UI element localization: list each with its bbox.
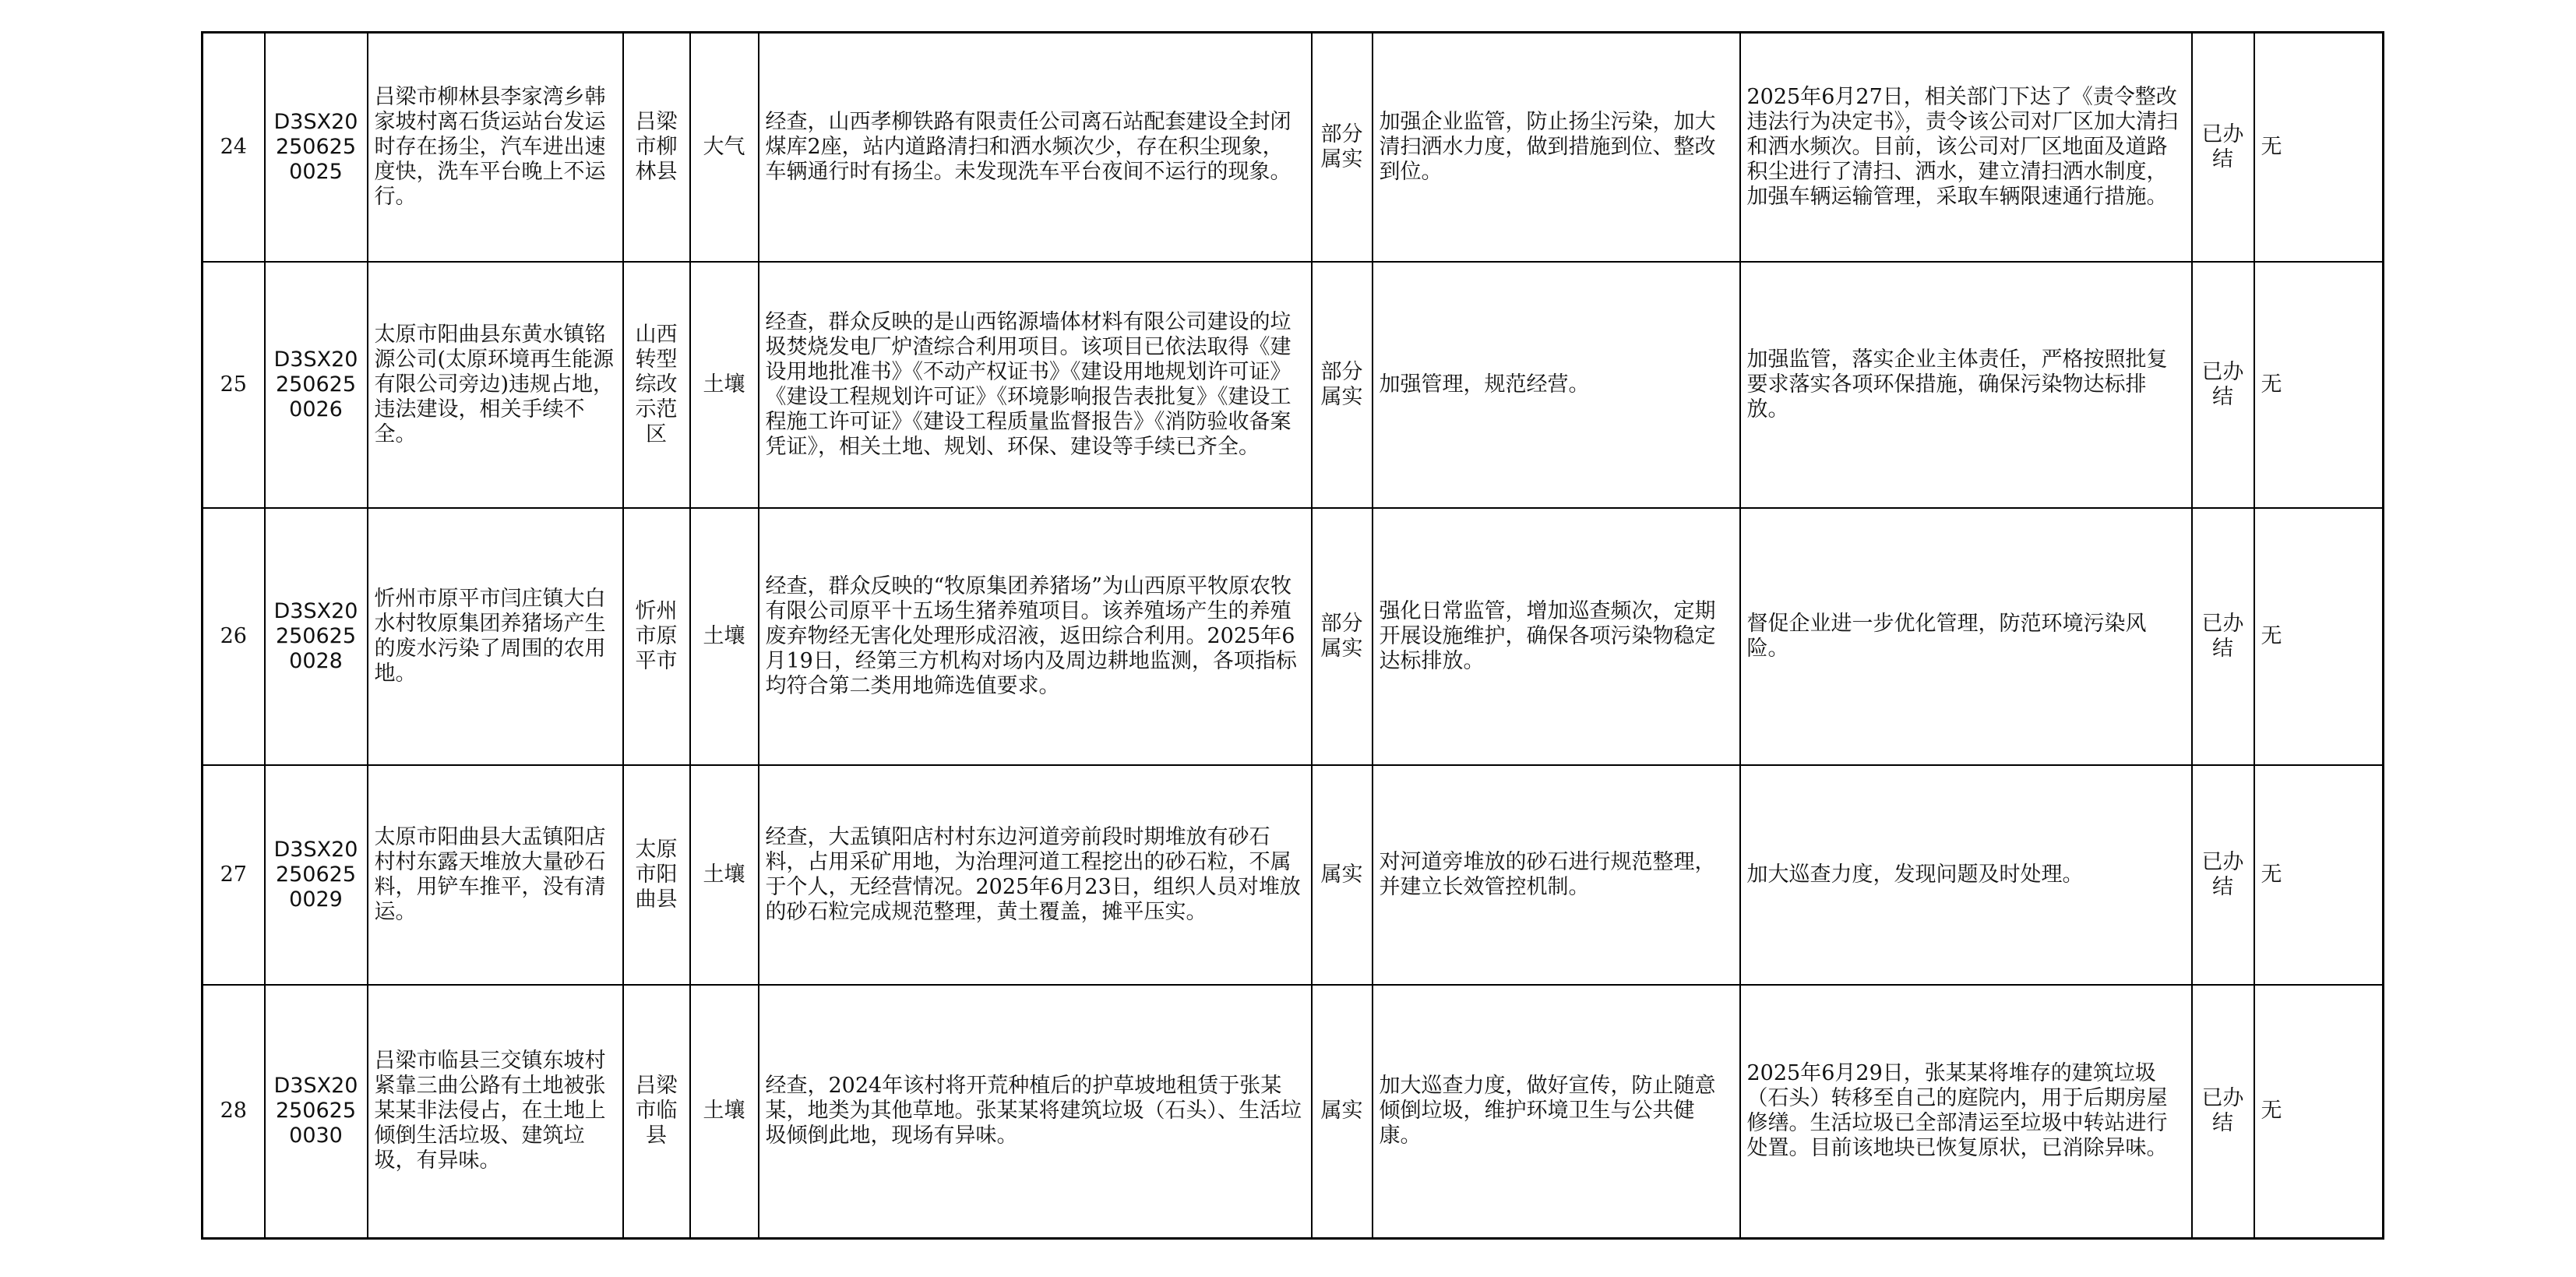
table-row: [203, 985, 2384, 1239]
handling-measures: 加强管理，规范经营。: [1373, 262, 1740, 508]
investigation-findings: 经查，群众反映的“牧原集团养猪场”为山西原平牧原农牧有限公司原平十五场生猪养殖项目。该养殖场产生的养殖废弃物经无害化处理形成沼液，返田综合利用。2025年6月19日，经第三方机构对场内及周边耕地监测，各项指标均符合第二类用地筛选值要求。: [759, 508, 1312, 765]
administrative-area: 吕梁市临县: [623, 985, 690, 1239]
table-row: [203, 765, 2384, 985]
table-row: [203, 33, 2384, 262]
rectification-result: 加大巡查力度，发现问题及时处理。: [1740, 765, 2192, 985]
case-code: D3SX202506250029: [265, 765, 368, 985]
case-number: 25: [203, 262, 265, 508]
case-code: D3SX202506250025: [265, 33, 368, 262]
case-status: 已办结: [2192, 508, 2254, 765]
administrative-area: 山西转型综改示范区: [623, 262, 690, 508]
case-remark: 无: [2254, 508, 2384, 765]
investigation-findings: 经查，大盂镇阳店村村东边河道旁前段时期堆放有砂石料，占用采矿用地，为治理河道工程挖出的砂石粒，不属于个人，无经营情况。2025年6月23日，组织人员对堆放的砂石粒完成规范整理，黄土覆盖，摊平压实。: [759, 765, 1312, 985]
verification-verdict: 部分属实: [1312, 508, 1373, 765]
administrative-area: 太原市阳曲县: [623, 765, 690, 985]
case-status: 已办结: [2192, 262, 2254, 508]
case-code: D3SX202506250030: [265, 985, 368, 1239]
handling-measures: 加强企业监管，防止扬尘污染，加大清扫洒水力度，做到措施到位、整改到位。: [1373, 33, 1740, 262]
case-number: 28: [203, 985, 265, 1239]
case-remark: 无: [2254, 33, 2384, 262]
investigation-findings: 经查，山西孝柳铁路有限责任公司离石站配套建设全封闭煤库2座，站内道路清扫和洒水频次少，存在积尘现象，车辆通行时有扬尘。未发现洗车平台夜间不运行的现象。: [759, 33, 1312, 262]
case-remark: 无: [2254, 262, 2384, 508]
investigation-findings: 经查，群众反映的是山西铭源墙体材料有限公司建设的垃圾焚烧发电厂炉渣综合利用项目。该项目已依法取得《建设用地批准书》《不动产权证书》《建设用地规划许可证》《建设工程规划许可证》《环境影响报告表批复》《建设工程施工许可证》《建设工程质量监督报告》《消防验收备案凭证》，相关土地、规划、环保、建设等手续已齐全。: [759, 262, 1312, 508]
administrative-area: 忻州市原平市: [623, 508, 690, 765]
complaint-content: 吕梁市柳林县李家湾乡韩家坡村离石货运站台发运时存在扬尘，汽车进出速度快，洗车平台晚上不运行。: [368, 33, 623, 262]
complaint-content: 忻州市原平市闫庄镇大白水村牧原集团养猪场产生的废水污染了周围的农用地。: [368, 508, 623, 765]
verification-verdict: 部分属实: [1312, 262, 1373, 508]
handling-measures: 对河道旁堆放的砂石进行规范整理，并建立长效管控机制。: [1373, 765, 1740, 985]
complaint-content: 太原市阳曲县大盂镇阳店村村东露天堆放大量砂石料，用铲车推平，没有清运。: [368, 765, 623, 985]
rectification-result: 2025年6月27日，相关部门下达了《责令整改违法行为决定书》，责令该公司对厂区加大清扫和洒水频次。目前，该公司对厂区地面及道路积尘进行了清扫、洒水，建立清扫洒水制度，加强车辆运输管理，采取车辆限速通行措施。: [1740, 33, 2192, 262]
investigation-findings: 经查，2024年该村将开荒种植后的护草坡地租赁于张某某，地类为其他草地。张某某将建筑垃圾（石头）、生活垃圾倾倒此地，现场有异味。: [759, 985, 1312, 1239]
case-code: D3SX202506250026: [265, 262, 368, 508]
rectification-result: 加强监管，落实企业主体责任，严格按照批复要求落实各项环保措施，确保污染物达标排放。: [1740, 262, 2192, 508]
case-status: 已办结: [2192, 33, 2254, 262]
pollution-type: 土壤: [690, 765, 759, 985]
verification-verdict: 属实: [1312, 985, 1373, 1239]
rectification-result: 2025年6月29日，张某某将堆存的建筑垃圾（石头）转移至自己的庭院内，用于后期房屋修缮。生活垃圾已全部清运至垃圾中转站进行处置。目前该地块已恢复原状，已消除异味。: [1740, 985, 2192, 1239]
case-number: 26: [203, 508, 265, 765]
handling-measures: 加大巡查力度，做好宣传，防止随意倾倒垃圾，维护环境卫生与公共健康。: [1373, 985, 1740, 1239]
verification-verdict: 属实: [1312, 765, 1373, 985]
case-remark: 无: [2254, 985, 2384, 1239]
complaint-content: 吕梁市临县三交镇东坡村紧靠三曲公路有土地被张某某非法侵占，在土地上倾倒生活垃圾、建筑垃圾，有异味。: [368, 985, 623, 1239]
pollution-type: 土壤: [690, 985, 759, 1239]
case-status: 已办结: [2192, 985, 2254, 1239]
administrative-area: 吕梁市柳林县: [623, 33, 690, 262]
case-number: 24: [203, 33, 265, 262]
case-code: D3SX202506250028: [265, 508, 368, 765]
case-remark: 无: [2254, 765, 2384, 985]
verification-verdict: 部分属实: [1312, 33, 1373, 262]
pollution-type: 土壤: [690, 262, 759, 508]
table-row: [203, 262, 2384, 508]
case-status: 已办结: [2192, 765, 2254, 985]
complaint-content: 太原市阳曲县东黄水镇铭源公司(太原环境再生能源有限公司旁边)违规占地，违法建设，相关手续不全。: [368, 262, 623, 508]
pollution-type: 土壤: [690, 508, 759, 765]
case-table: [201, 31, 2384, 1240]
rectification-result: 督促企业进一步优化管理，防范环境污染风险。: [1740, 508, 2192, 765]
case-number: 27: [203, 765, 265, 985]
handling-measures: 强化日常监管，增加巡查频次，定期开展设施维护，确保各项污染物稳定达标排放。: [1373, 508, 1740, 765]
table-row: [203, 508, 2384, 765]
pollution-type: 大气: [690, 33, 759, 262]
